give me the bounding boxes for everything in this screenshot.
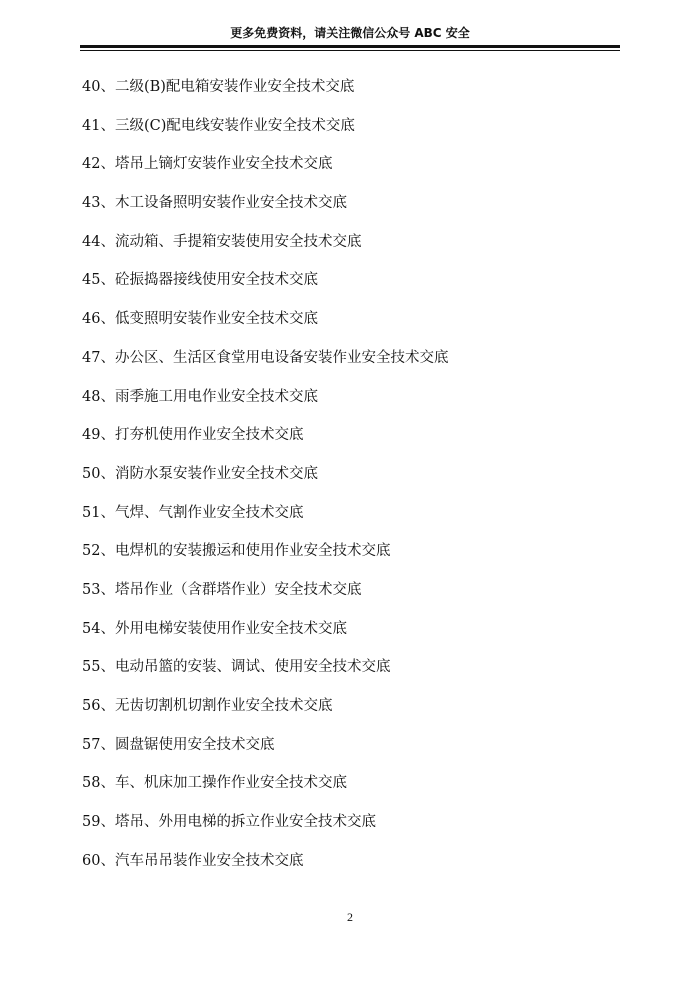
toc-item-46: 46、低变照明安装作业安全技术交底 [82, 311, 318, 328]
toc-item-52: 52、电焊机的安装搬运和使用作业安全技术交底 [82, 543, 391, 560]
toc-item-50: 50、消防水泵安装作业安全技术交底 [82, 465, 318, 482]
toc-item-57: 57、圆盘锯使用安全技术交底 [82, 736, 275, 753]
toc-item-59: 59、塔吊、外用电梯的拆立作业安全技术交底 [82, 814, 376, 831]
toc-item-51: 51、气焊、气割作业安全技术交底 [82, 504, 304, 521]
toc-list [82, 68, 622, 880]
toc-item-53: 53、塔吊作业（含群塔作业）安全技术交底 [82, 581, 362, 598]
toc-item-49: 49、打夯机使用作业安全技术交底 [82, 427, 304, 444]
toc-item-55: 55、电动吊篮的安装、调试、使用安全技术交底 [82, 659, 391, 676]
toc-item-58: 58、车、机床加工操作作业安全技术交底 [82, 775, 347, 792]
header-rule-thin [80, 50, 620, 51]
toc-item-43: 43、木工设备照明安装作业安全技术交底 [82, 195, 347, 212]
page-number: 2 [347, 910, 353, 924]
toc-item-54: 54、外用电梯安装使用作业安全技术交底 [82, 620, 347, 637]
header-rule-thick [80, 45, 620, 48]
toc-item-40: 40、二级(B)配电箱安装作业安全技术交底 [82, 79, 355, 95]
toc-item-47: 47、办公区、生活区食堂用电设备安装作业安全技术交底 [82, 349, 449, 366]
page-header: 更多免费资料，请关注微信公众号 ABC 安全 [230, 26, 470, 40]
toc-item-41: 41、三级(C)配电线安装作业安全技术交底 [82, 117, 355, 134]
toc-item-60: 60、汽车吊吊装作业安全技术交底 [82, 852, 304, 869]
toc-item-45: 45、砼振捣器接线使用安全技术交底 [82, 272, 318, 289]
toc-item-42: 42、塔吊上镝灯安装作业安全技术交底 [82, 156, 333, 173]
toc-item-56: 56、无齿切割机切割作业安全技术交底 [82, 698, 333, 714]
toc-item-44: 44、流动箱、手提箱安装使用安全技术交底 [82, 233, 362, 250]
toc-item-48: 48、雨季施工用电作业安全技术交底 [82, 388, 318, 405]
